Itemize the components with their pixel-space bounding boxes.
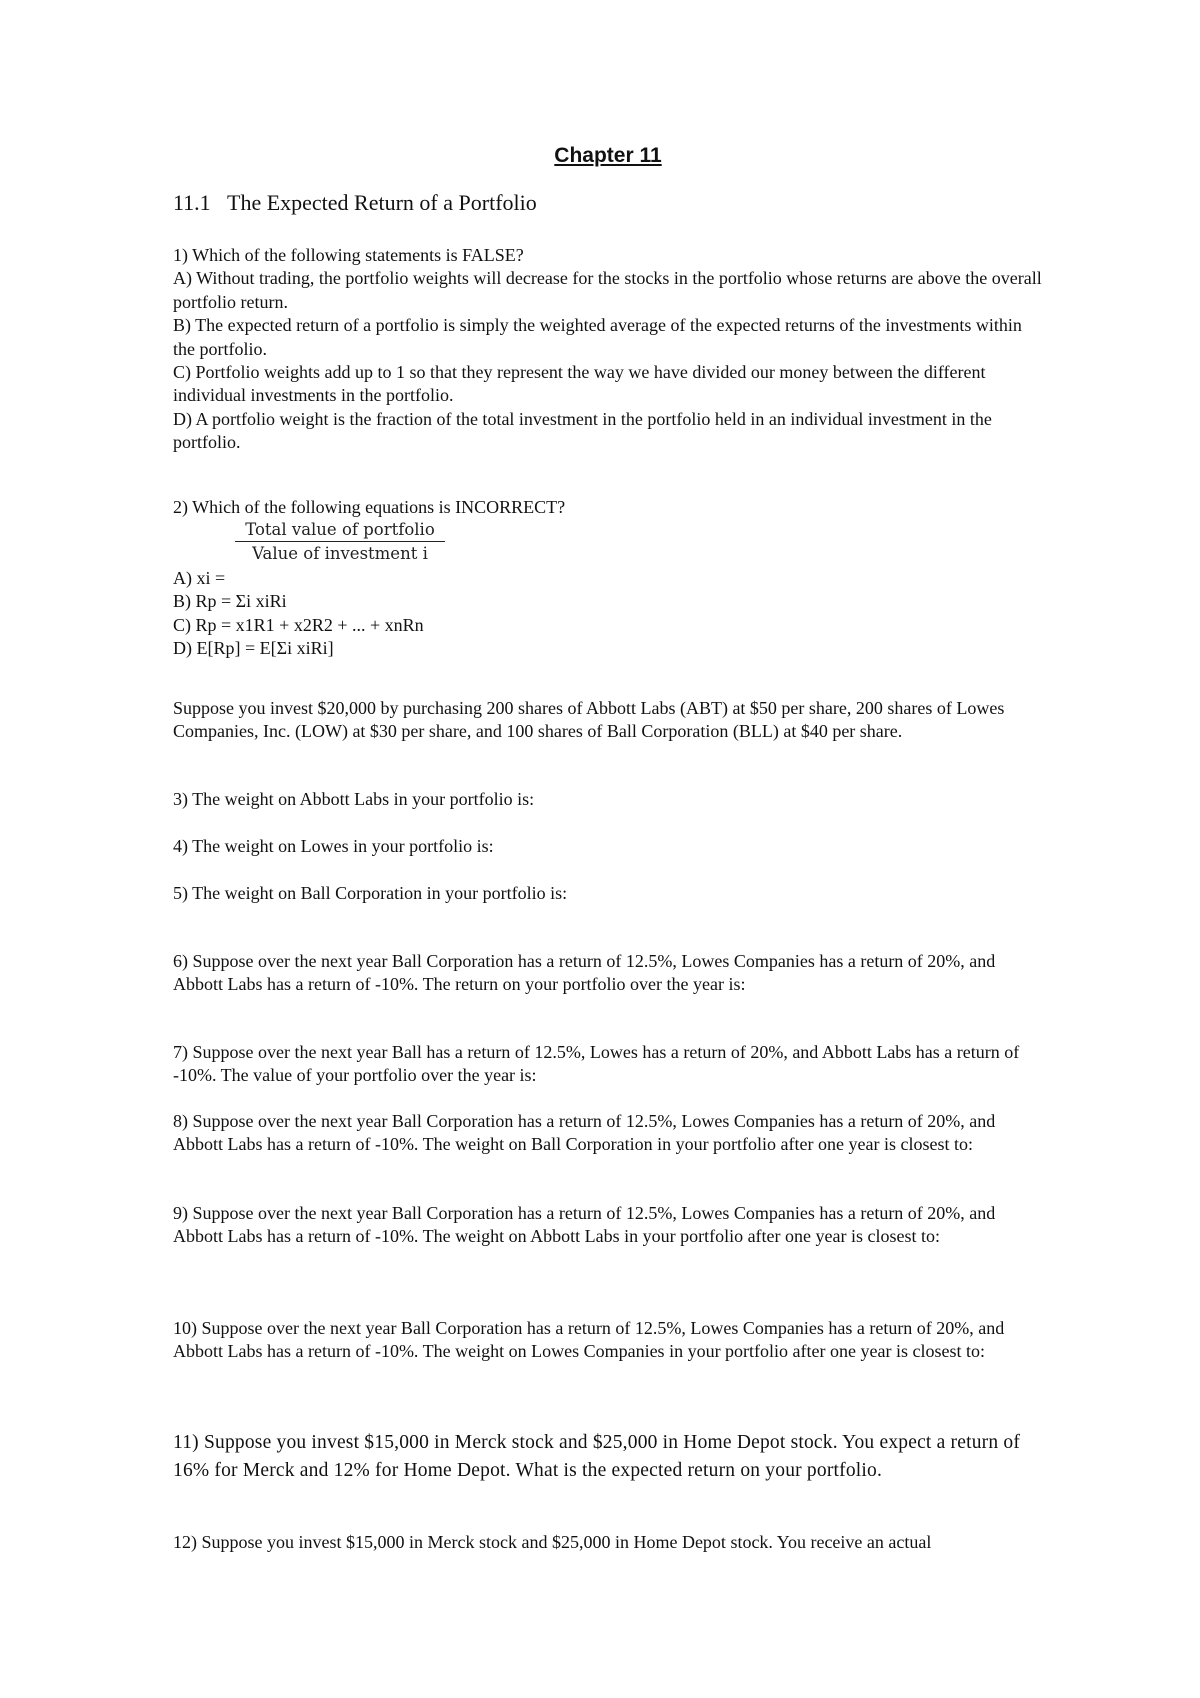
section-title: The Expected Return of a Portfolio — [227, 190, 537, 215]
fraction-denominator: Value of investment i — [252, 544, 428, 563]
chapter-title: Chapter 11 — [554, 144, 662, 167]
question-4: 4) The weight on Lowes in your portfolio is: — [173, 836, 494, 856]
fraction-formula — [235, 520, 445, 563]
section-number: 11.1 — [173, 190, 211, 215]
question-1 — [173, 244, 1043, 455]
question-1-option-c: C) Portfolio weights add up to 1 so that they represent the way we have divided our money between the different individual investments in the portfolio. — [173, 362, 986, 406]
question-12: 12) Suppose you invest $15,000 in Merck stock and $25,000 in Home Depot stock. You receive an actual — [173, 1532, 932, 1552]
scenario-paragraph: Suppose you invest $20,000 by purchasing 200 shares of Abbott Labs (ABT) at $50 per share, 200 shares of Lowes Companies, Inc. (LOW) at $30 per share, and 100 shares of Ball Corporation (BLL) at $40 per share. — [173, 698, 1005, 742]
question-7: 7) Suppose over the next year Ball has a return of 12.5%, Lowes has a return of 20%, and Abbott Labs has a return of -10%. The value of your portfolio over the year is: — [173, 1042, 1020, 1086]
question-10: 10) Suppose over the next year Ball Corporation has a return of 12.5%, Lowes Companies has a return of 20%, and Abbott Labs has a return of -10%. The weight on Lowes Companies in your portfolio after one year is closest to: — [173, 1318, 1005, 1362]
question-2-stem: 2) Which of the following equations is INCORRECT? — [173, 497, 566, 517]
question-3: 3) The weight on Abbott Labs in your portfolio is: — [173, 789, 535, 809]
question-1-option-a: A) Without trading, the portfolio weights will decrease for the stocks in the portfolio whose returns are above the overall portfolio return. — [173, 268, 1042, 312]
section-heading — [173, 190, 537, 216]
question-2-option-d: D) E[Rp] = E[Σi xiRi] — [173, 638, 334, 659]
question-9: 9) Suppose over the next year Ball Corporation has a return of 12.5%, Lowes Companies has a return of 20%, and Abbott Labs has a return of -10%. The weight on Abbott Labs in your portfolio after one year is closest to: — [173, 1203, 996, 1247]
question-5: 5) The weight on Ball Corporation in your portfolio is: — [173, 883, 568, 903]
question-8: 8) Suppose over the next year Ball Corporation has a return of 12.5%, Lowes Companies has a return of 20%, and Abbott Labs has a return of -10%. The weight on Ball Corporation in your portfolio after one year is closest to: — [173, 1111, 996, 1155]
question-2-options — [173, 567, 1043, 661]
question-1-stem: 1) Which of the following statements is FALSE? — [173, 245, 524, 265]
question-1-option-d: D) A portfolio weight is the fraction of the total investment in the portfolio held in an individual investment in the portfolio. — [173, 408, 992, 453]
question-11: 11) Suppose you invest $15,000 in Merck stock and $25,000 in Home Depot stock. You expect a return of 16% for Merck and 12% for Home Depot. What is the expected return on your portfolio. — [173, 1432, 1021, 1481]
fraction-numerator: Total value of portfolio — [235, 520, 445, 542]
question-2-option-c: C) Rp = x1R1 + x2R2 + ... + xnRn — [173, 614, 424, 635]
question-6: 6) Suppose over the next year Ball Corporation has a return of 12.5%, Lowes Companies has a return of 20%, and Abbott Labs has a return of -10%. The return on your portfolio over the year is: — [173, 951, 996, 995]
question-2-option-a: A) xi = — [173, 568, 226, 588]
question-2-option-b: B) Rp = Σi xiRi — [173, 591, 287, 612]
question-1-option-b: B) The expected return of a portfolio is simply the weighted average of the expected returns of the investments within the portfolio. — [173, 315, 1022, 359]
